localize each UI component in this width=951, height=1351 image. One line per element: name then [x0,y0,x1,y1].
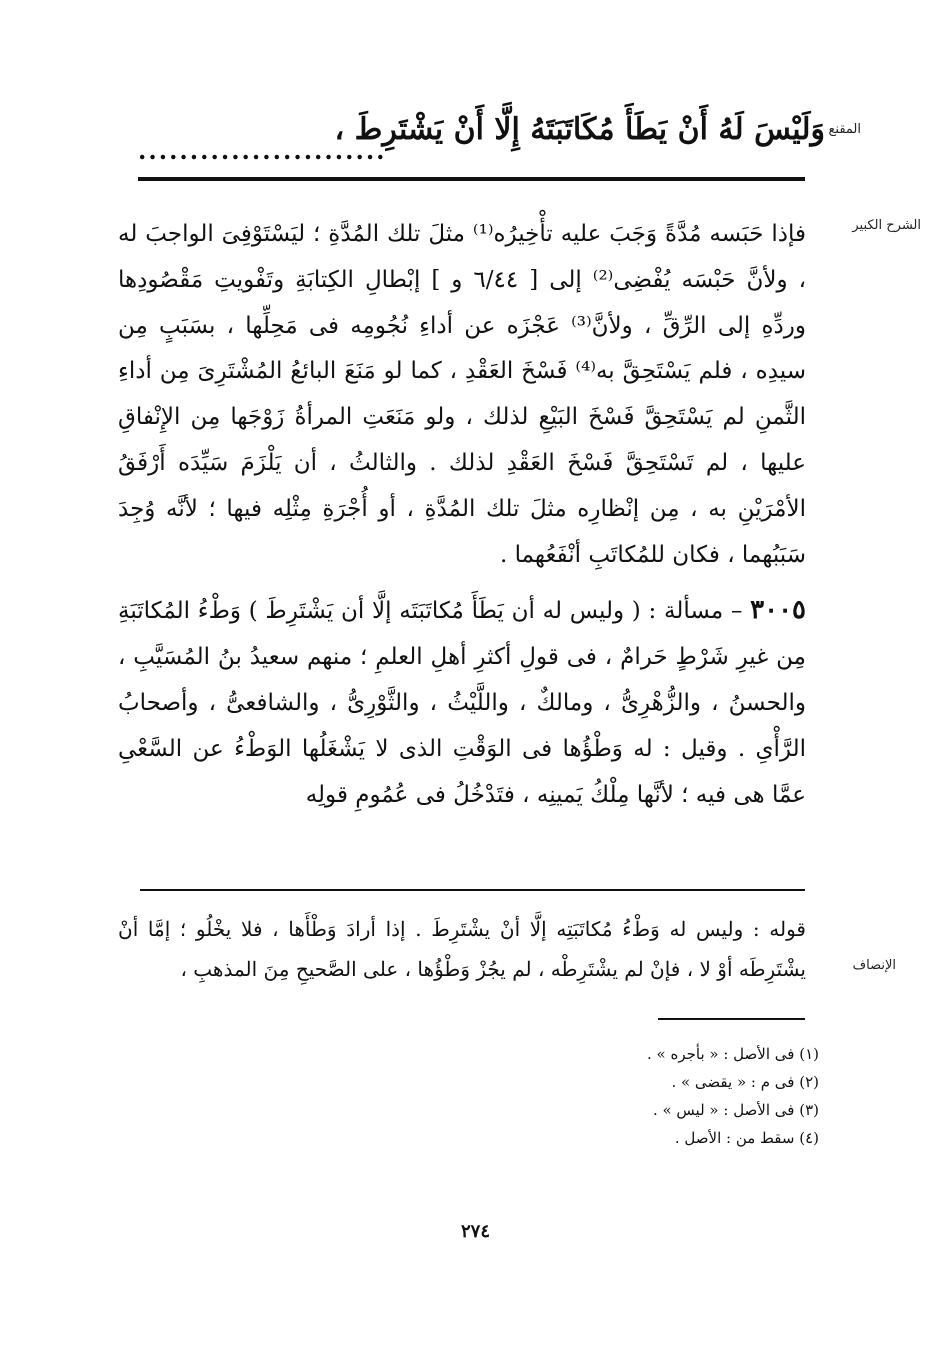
footnote-item: (٣) فى الأصل : « ليس » . [652,1101,819,1119]
section-divider [140,889,805,891]
header-rule [138,177,805,181]
masala-text: – مسألة : ( وليس له أن يَطَأَ مُكاتَبَتَه إلَّا أن يَشْتَرِطَ ) وَطْءُ المُكاتَبَةِ مِن غيرِ شَرْطٍ حَرامٌ ، فى قولِ أكثرِ أهلِ العلمِ ؛ منهم سعيدُ بنُ المُسَيَّبِ ، والحسنُ ، والزُّهْرِىُّ ، ومالكٌ ، واللَّيْثُ ، والثَّوْرِىُّ ، والشافعىُّ ، وأصحابُ الرَّأْىِ . وقيل : له وَطْؤُها فى الوَقْتِ الذى لا يَشْغَلُها الوَطْءُ عن السَّعْىِ عمَّا هى فيه ؛ لأنَّها مِلْكُ يَمينِه ، فتَدْخُلُ فى عُمُومِ قولِه [118,598,806,808]
masala-paragraph [118,588,806,818]
footnote-rule [658,1018,805,1020]
footnote-item: (١) فى الأصل : « بأجره » . [647,1045,819,1063]
footnote-item: (٢) فى م : « يقضى » . [671,1073,819,1091]
muqni-label: المقنع [828,122,861,137]
sharh-body [118,212,806,818]
insaf-label: الإنصاف [852,958,896,973]
sharh-label: الشرح الكبير [852,218,921,233]
sharh-paragraph: فإذا حَبَسه مُدَّةً وَجَبَ عليه تأْخِيرُه⁽¹⁾ مثلَ تلك المُدَّةِ ؛ ليَسْتَوْفِىَ الواجبَ له ، ولأنَّ حَبْسَه يُفْضِى⁽²⁾ إلى [ ٦/٤٤ و ] إبْطالِ الكِتابَةِ وتَفْويتِ مَقْصُودِها وردِّهِ إلى الرِّقِّ ، ولأنَّ⁽³⁾ عَجْزَه عن أداءِ نُجُومِه فى مَحِلِّها ، بسَبَبٍ مِن سيدِه ، فلم يَسْتَحِقَّ به⁽⁴⁾ فَسْخَ العَقْدِ ، كما لو مَنَعَ البائعُ المُشْتَرِىَ مِن أداءِ الثَّمنِ لم يَسْتَحِقَّ فَسْخَ البَيْعِ لذلك ، ولو مَنَعَتِ المرأةُ زَوْجَها مِن الإِنْفاقِ عليها ، لم تَسْتَحِقَّ فَسْخَ العَقْدِ لذلك . والثالثُ ، أن يَلْزَمَ سَيِّدَه أَرْفَقُ الأمْرَيْنِ به ، مِن إنْظارِه مثلَ تلك المُدَّةِ ، أو أُجْرَةِ مِثْلِه فيها ؛ لأنَّه وُجِدَ سَبَبُهما ، فكان للمُكاتَبِ أنْفَعُهما . [118,221,807,568]
muqni-ellipsis: ........................ [138,136,387,165]
footnote-item: (٤) سقط من : الأصل . [674,1129,819,1147]
footnotes [647,1040,819,1152]
page-number: ٢٧٤ [460,1221,490,1242]
insaf-text: قوله : وليس له وَطْءُ مُكاتَبَتِه إلَّا أنْ يشْتَرِطَ . إذا أرادَ وَطْأَها ، فلا يخْلُو ؛ إمَّا أنْ يشْتَرِطَه أوْ لا ، فإنْ لم يشْتَرِطْه ، لم يجُزْ وَطْؤُها ، على الصَّحيحِ مِنَ المذهبِ ، [118,917,806,981]
masala-number: ٣٠٠٥ [750,595,807,626]
insaf-body [118,909,806,989]
muqni-text: وَلَيْسَ لَهُ أَنْ يَطَأَ مُكَاتَبَتَهُ إِلَّا أَنْ يَشْتَرِطَ ، [334,112,825,147]
